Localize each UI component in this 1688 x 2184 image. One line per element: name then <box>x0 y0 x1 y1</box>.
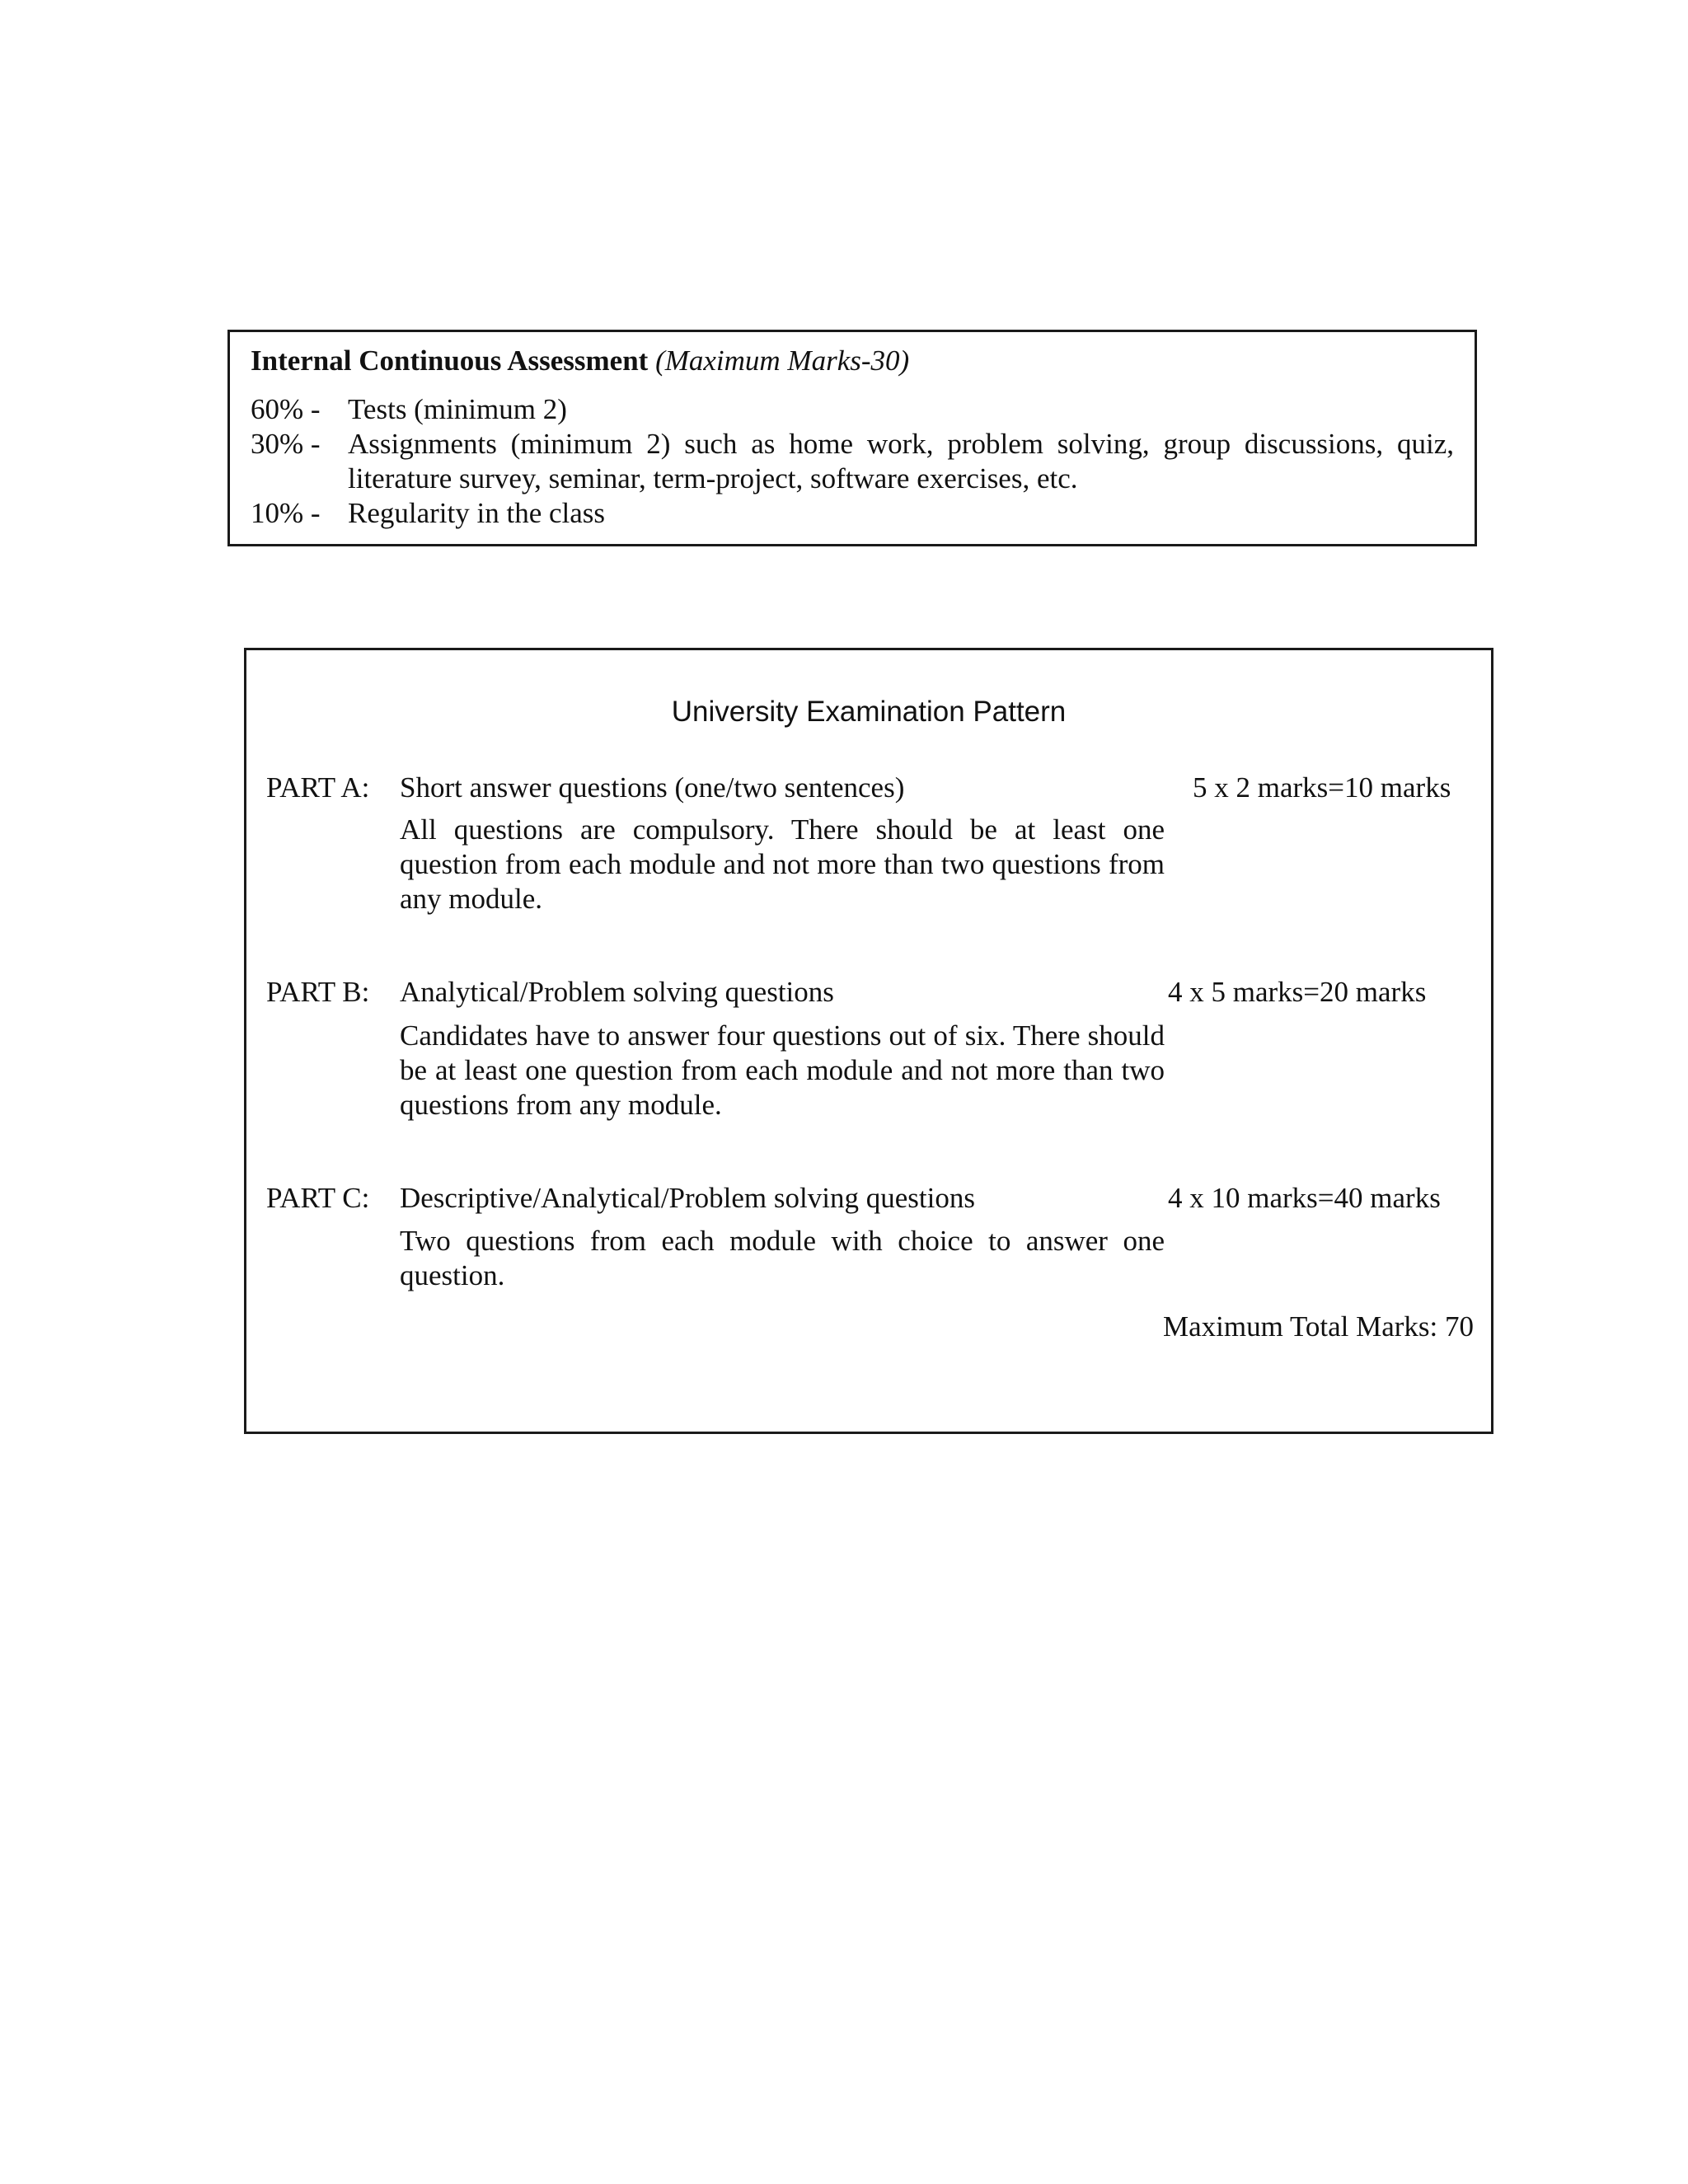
part-description: All questions are compulsory. There should be at least one question from each module and not more than two questions from any module. <box>400 813 1165 915</box>
assessment-percent: 60% - <box>251 393 321 425</box>
part-marks: 4 x 5 marks=20 marks <box>1168 976 1427 1008</box>
part-label: PART C: <box>266 1182 370 1214</box>
part-heading: Descriptive/Analytical/Problem solving questions <box>400 1182 975 1214</box>
part-description: Two questions from each module with choice to answer one question. <box>400 1225 1165 1291</box>
internal-assessment-title <box>251 344 909 378</box>
internal-assessment-title-bold: Internal Continuous Assessment <box>251 344 649 377</box>
exam-pattern-box <box>244 648 1493 1434</box>
assessment-percent: 10% - <box>251 497 321 529</box>
part-description: Candidates have to answer four questions out of six. There should be at least one question from each module and not more than two questions from any module. <box>400 1019 1165 1121</box>
maximum-total-marks: Maximum Total Marks: 70 <box>1163 1310 1475 1343</box>
assessment-text: Tests (minimum 2) <box>348 393 567 425</box>
assessment-percent: 30% - <box>251 428 321 460</box>
part-heading: Analytical/Problem solving questions <box>400 976 834 1008</box>
internal-assessment-title-italic: (Maximum Marks-30) <box>655 344 910 377</box>
assessment-text: Assignments (minimum 2) such as home work, problem solving, group discussions, quiz, literature survey, seminar, term-project, software exercises, etc. <box>348 428 1454 494</box>
part-label: PART B: <box>266 976 370 1008</box>
assessment-text: Regularity in the class <box>348 497 606 529</box>
exam-pattern-title: University Examination Pattern <box>671 696 1067 728</box>
part-marks: 5 x 2 marks=10 marks <box>1193 771 1451 804</box>
part-marks: 4 x 10 marks=40 marks <box>1168 1182 1441 1214</box>
part-label: PART A: <box>266 771 370 804</box>
internal-assessment-box <box>227 330 1477 546</box>
part-heading: Short answer questions (one/two sentences) <box>400 771 905 804</box>
